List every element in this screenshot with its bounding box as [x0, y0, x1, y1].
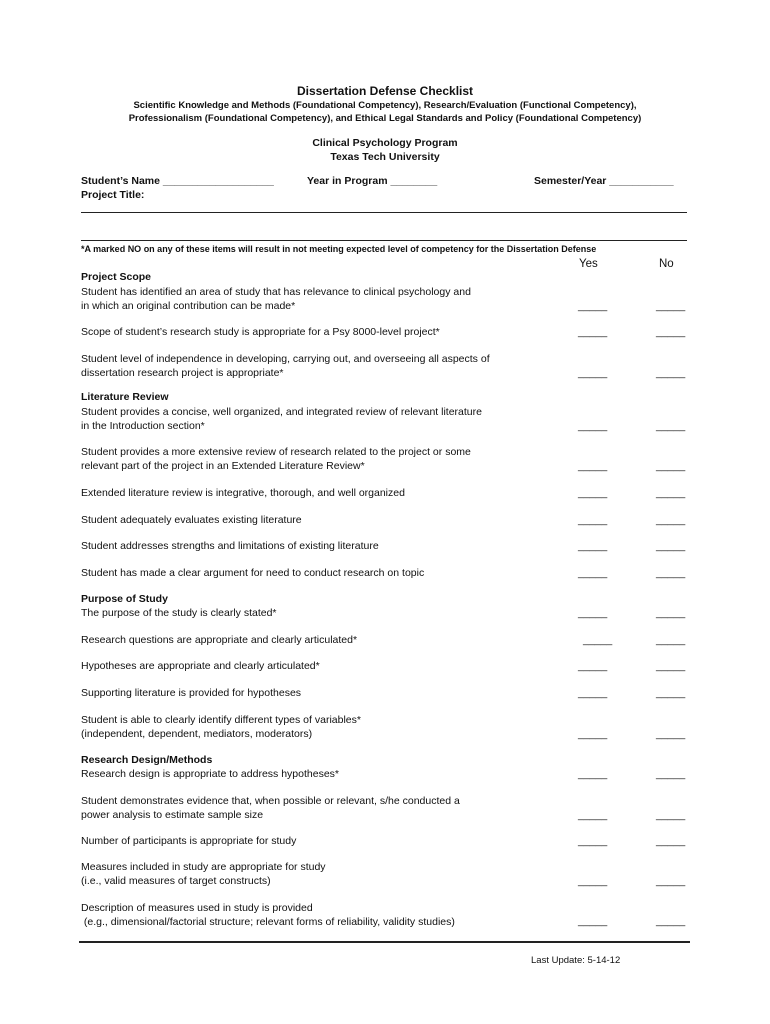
list-item: [81, 834, 296, 848]
bottom-divider: [79, 941, 690, 943]
item-text: Student addresses strengths and limitations of existing literature: [81, 540, 379, 552]
project-title-label: Project Title:: [81, 189, 145, 201]
yes-blank[interactable]: _____: [578, 326, 608, 338]
item-text: Scope of student’s research study is appropriate for a Psy 8000-level project*: [81, 326, 440, 338]
competency-note: *A marked NO on any of these items will result in not meeting expected level of competency for the Dissertation Defense: [81, 244, 597, 254]
no-blank[interactable]: _____: [656, 514, 686, 526]
yes-blank[interactable]: _____: [578, 607, 608, 619]
yes-blank[interactable]: _____: [578, 460, 608, 472]
item-text: power analysis to estimate sample size: [81, 809, 264, 821]
yes-blank[interactable]: _____: [578, 915, 608, 927]
item-text: Student has identified an area of study that has relevance to clinical psychology and: [81, 286, 471, 298]
item-text: in which an original contribution can be made*: [81, 300, 296, 312]
item-text: Description of measures used in study is provided: [81, 902, 313, 914]
university-name: Texas Tech University: [330, 151, 440, 163]
item-text: Student has made a clear argument for need to conduct research on topic: [81, 567, 425, 579]
no-column-header: No: [659, 258, 674, 270]
list-item: [81, 513, 302, 527]
list-item: [81, 486, 405, 500]
list-item: [81, 566, 424, 580]
item-text: Student adequately evaluates existing literature: [81, 514, 302, 526]
yes-blank[interactable]: _____: [578, 367, 608, 379]
no-blank[interactable]: _____: [656, 875, 686, 887]
list-item: [81, 659, 320, 673]
item-text: Extended literature review is integrative, thorough, and well organized: [81, 487, 405, 499]
no-blank[interactable]: _____: [656, 487, 686, 499]
yes-blank[interactable]: _____: [578, 809, 608, 821]
no-blank[interactable]: _____: [656, 607, 686, 619]
section-purpose-of-study: Purpose of Study: [81, 593, 168, 605]
list-item: [81, 285, 471, 313]
program-block: [0, 136, 770, 164]
item-text: Student provides a concise, well organized, and integrated review of relevant literature: [81, 406, 482, 418]
subtitle-line-1: Scientific Knowledge and Methods (Foundational Competency), Research/Evaluation (Functional Competency),: [133, 100, 637, 111]
item-text: Student provides a more extensive review of research related to the project or some: [81, 446, 471, 458]
no-blank[interactable]: _____: [656, 915, 686, 927]
no-blank[interactable]: _____: [656, 460, 686, 472]
item-text: Research questions are appropriate and clearly articulated*: [81, 634, 358, 646]
yes-blank[interactable]: _____: [578, 540, 608, 552]
no-blank[interactable]: _____: [656, 326, 686, 338]
no-blank[interactable]: _____: [656, 567, 686, 579]
student-name-field[interactable]: Student’s Name ___________________: [81, 175, 274, 187]
item-text: Student is able to clearly identify different types of variables*: [81, 714, 361, 726]
no-blank[interactable]: _____: [656, 835, 686, 847]
list-item: [81, 606, 277, 620]
yes-blank[interactable]: _____: [578, 300, 608, 312]
project-title-line-1[interactable]: [81, 212, 687, 213]
subtitle-line-2: Professionalism (Foundational Competency), and Ethical Legal Standards and Policy (Foundational Competency): [128, 113, 642, 124]
yes-blank[interactable]: _____: [578, 687, 608, 699]
item-text: (e.g., dimensional/factorial structure; relevant forms of reliability, validity studies): [81, 916, 455, 928]
no-blank[interactable]: _____: [656, 367, 686, 379]
competency-subtitle: [0, 99, 770, 125]
list-item: [81, 352, 490, 380]
yes-blank[interactable]: _____: [583, 634, 613, 646]
semester-year-field[interactable]: Semester/Year ___________: [534, 175, 674, 187]
list-item: [81, 686, 301, 700]
item-text: in the Introduction section*: [81, 420, 205, 432]
yes-blank[interactable]: _____: [578, 768, 608, 780]
yes-blank[interactable]: _____: [578, 514, 608, 526]
item-text: Research design is appropriate to address hypotheses*: [81, 768, 339, 780]
no-blank[interactable]: _____: [656, 660, 686, 672]
list-item: [81, 539, 379, 553]
no-blank[interactable]: _____: [656, 809, 686, 821]
list-item: [81, 794, 460, 822]
item-text: Measures included in study are appropriate for study: [81, 861, 326, 873]
no-blank[interactable]: _____: [656, 634, 686, 646]
yes-column-header: Yes: [579, 258, 598, 270]
item-text: Number of participants is appropriate for study: [81, 835, 297, 847]
item-text: dissertation research project is appropriate*: [81, 367, 284, 379]
yes-blank[interactable]: _____: [578, 420, 608, 432]
project-title-line-2[interactable]: [81, 240, 687, 241]
section-research-design: Research Design/Methods: [81, 754, 213, 766]
item-text: (i.e., valid measures of target constructs): [81, 875, 271, 887]
item-text: (independent, dependent, mediators, moderators): [81, 728, 313, 740]
yes-blank[interactable]: _____: [578, 660, 608, 672]
document-title: Dissertation Defense Checklist: [296, 84, 474, 98]
program-name: Clinical Psychology Program: [312, 137, 458, 149]
item-text: Hypotheses are appropriate and clearly articulated*: [81, 660, 320, 672]
section-literature-review: Literature Review: [81, 391, 169, 403]
list-item: [81, 445, 471, 473]
item-text: Student demonstrates evidence that, when possible or relevant, s/he conducted a: [81, 795, 460, 807]
list-item: [81, 405, 482, 433]
item-text: relevant part of the project in an Extended Literature Review*: [81, 460, 365, 472]
item-text: The purpose of the study is clearly stated*: [81, 607, 277, 619]
yes-blank[interactable]: _____: [578, 835, 608, 847]
yes-blank[interactable]: _____: [578, 487, 608, 499]
list-item: [81, 713, 361, 741]
list-item: [81, 325, 440, 339]
list-item: [81, 767, 339, 781]
no-blank[interactable]: _____: [656, 540, 686, 552]
yes-blank[interactable]: _____: [578, 875, 608, 887]
last-update: Last Update: 5-14-12: [531, 955, 621, 966]
item-text: Supporting literature is provided for hypotheses: [81, 687, 302, 699]
no-blank[interactable]: _____: [656, 420, 686, 432]
item-text: Student level of independence in developing, carrying out, and overseeing all aspects of: [81, 353, 490, 365]
year-in-program-field[interactable]: Year in Program ________: [307, 175, 438, 187]
list-item: [81, 860, 326, 888]
list-item: [81, 901, 455, 929]
no-blank[interactable]: _____: [656, 728, 686, 740]
yes-blank[interactable]: _____: [578, 567, 608, 579]
yes-blank[interactable]: _____: [578, 728, 608, 740]
no-blank[interactable]: _____: [656, 687, 686, 699]
no-blank[interactable]: _____: [656, 768, 686, 780]
no-blank[interactable]: _____: [656, 300, 686, 312]
list-item: [81, 633, 357, 647]
section-project-scope: Project Scope: [81, 271, 152, 283]
